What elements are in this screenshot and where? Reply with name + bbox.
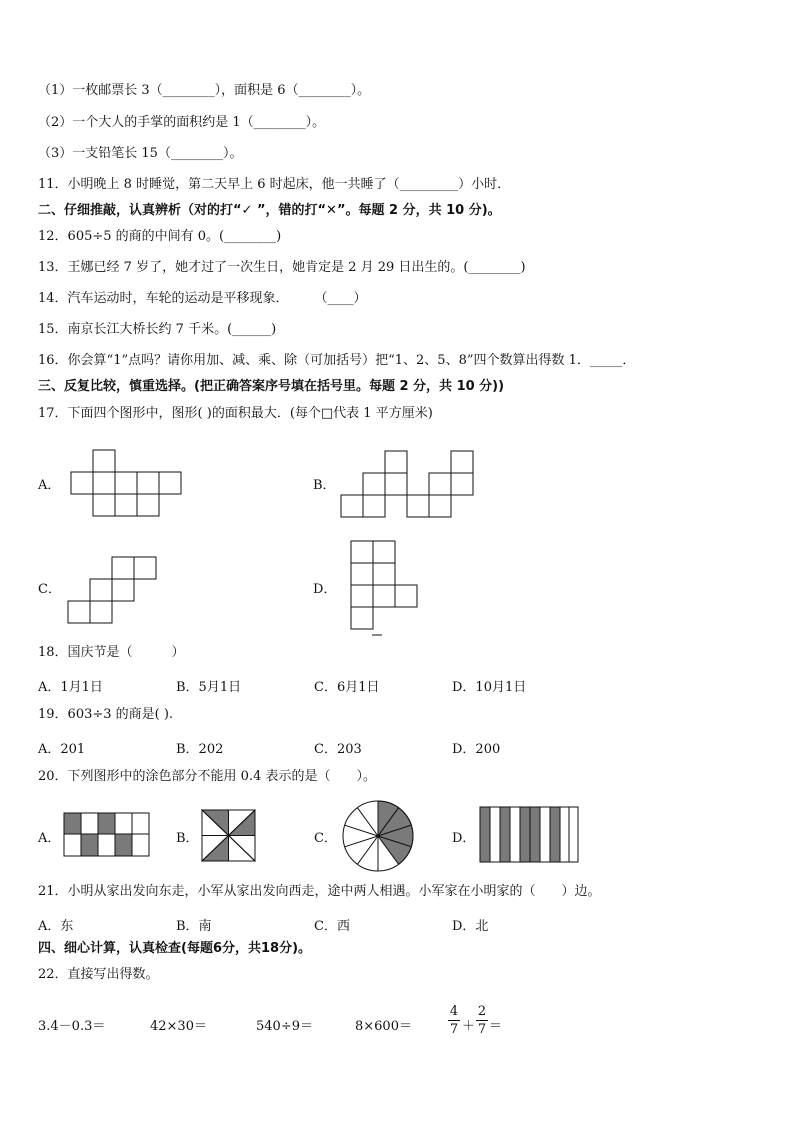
q22: 22．直接写出得数。: [38, 967, 159, 982]
q18-option-c[interactable]: C．6月1日: [314, 680, 380, 695]
q17: 17．下面四个图形中，图形( )的面积最大．(每个□代表 1 平方厘米): [38, 406, 433, 421]
q14: 14．汽车运动时，车轮的运动是平移现象． （____）: [38, 291, 367, 306]
q12: 12．605÷5 的商的中间有 0。(________): [38, 229, 282, 244]
q18-option-d[interactable]: D．10月1日: [452, 680, 527, 695]
q17-label-a: A．: [38, 478, 61, 493]
q20-figure-a: [63, 812, 151, 858]
q21: 21．小明从家出发向东走，小军从家出发向西走，途中两人相遇。小军家在小明家的（ ）边。: [38, 884, 601, 899]
q22-fraction-2: [476, 1004, 488, 1037]
q21-option-c[interactable]: C．西: [314, 919, 350, 934]
q22-equals: ＝: [489, 1019, 503, 1034]
section-4-heading: 四、细心计算，认真检查(每题6分，共18分)。: [38, 941, 312, 956]
q22-expr-3: 540÷9＝: [256, 1019, 313, 1034]
q19: 19．603÷3 的商是( ).: [38, 707, 174, 722]
q20-label-a: A．: [38, 831, 61, 846]
q21-option-d[interactable]: D．北: [452, 919, 489, 934]
q17-label-d: D．: [313, 582, 337, 597]
q17-figure-c: [67, 556, 162, 626]
q10-part1: （1）一枚邮票长 3（________），面积是 6（________）。: [38, 83, 371, 98]
q17-label-c: C．: [38, 582, 61, 597]
q22-fraction-1: [448, 1004, 460, 1037]
q17-figure-a: [70, 450, 185, 518]
q21-option-a[interactable]: A．东: [38, 919, 74, 934]
q17-figure-b: [340, 450, 480, 520]
q22-frac1-numerator: 4: [449, 1004, 459, 1019]
q15: 15．南京长江大桥长约 7 千米。(______): [38, 322, 277, 337]
q18-option-b[interactable]: B．5月1日: [176, 680, 242, 695]
fraction-bar: [476, 1020, 488, 1021]
q22-frac2-denominator: 7: [477, 1022, 487, 1037]
q22-expr-2: 42×30＝: [150, 1019, 207, 1034]
q20-figure-d: [479, 806, 581, 864]
q18: 18．国庆节是（ ）: [38, 645, 185, 660]
q13: 13．王娜已经 7 岁了，她才过了一次生日，她肯定是 2 月 29 日出生的。(________): [38, 260, 526, 275]
q19-option-b[interactable]: B．202: [176, 742, 224, 757]
q10-part3: （3）一支铅笔长 15（________）。: [38, 146, 243, 161]
section-2-heading: 二、仔细推敲，认真辨析（对的打“✓ ”，错的打“✕”。每题 2 分，共 10 分)。: [38, 203, 501, 218]
q19-option-a[interactable]: A．201: [38, 742, 86, 757]
q22-plus: ＋: [462, 1019, 476, 1034]
q20-label-c: C．: [314, 831, 337, 846]
q20-figure-c: [341, 799, 415, 873]
q22-expr-4: 8×600＝: [355, 1019, 412, 1034]
q20-figure-b: [201, 809, 257, 863]
q22-expr-1: 3.4－0.3＝: [38, 1019, 106, 1034]
fraction-bar: [448, 1020, 460, 1021]
q22-frac1-denominator: 7: [449, 1022, 459, 1037]
q17-label-b: B．: [313, 478, 336, 493]
q16: 16．你会算“1”点吗？请你用加、减、乘、除（可加括号）把“1、2、5、8”四个数算出得数 1．_____．: [38, 353, 636, 368]
q21-option-b[interactable]: B．南: [176, 919, 212, 934]
q20: 20．下列图形中的涂色部分不能用 0.4 表示的是（ ）。: [38, 769, 376, 784]
q22-frac2-numerator: 2: [477, 1004, 487, 1019]
q19-option-c[interactable]: C．203: [314, 742, 362, 757]
q19-option-d[interactable]: D．200: [452, 742, 501, 757]
q10-part2: （2）一个大人的手掌的面积约是 1（________）。: [38, 115, 326, 130]
q20-label-d: D．: [452, 831, 476, 846]
section-3-heading: 三、反复比较，慎重选择。(把正确答案序号填在括号里。每题 2 分，共 10 分)): [38, 379, 505, 394]
q20-label-b: B．: [176, 831, 199, 846]
q18-option-a[interactable]: A．1月1日: [38, 680, 103, 695]
q11: 11．小明晚上 8 时睡觉，第二天早上 6 时起床，他一共睡了（_________）小时．: [38, 177, 511, 192]
q17-figure-d: [350, 540, 422, 638]
